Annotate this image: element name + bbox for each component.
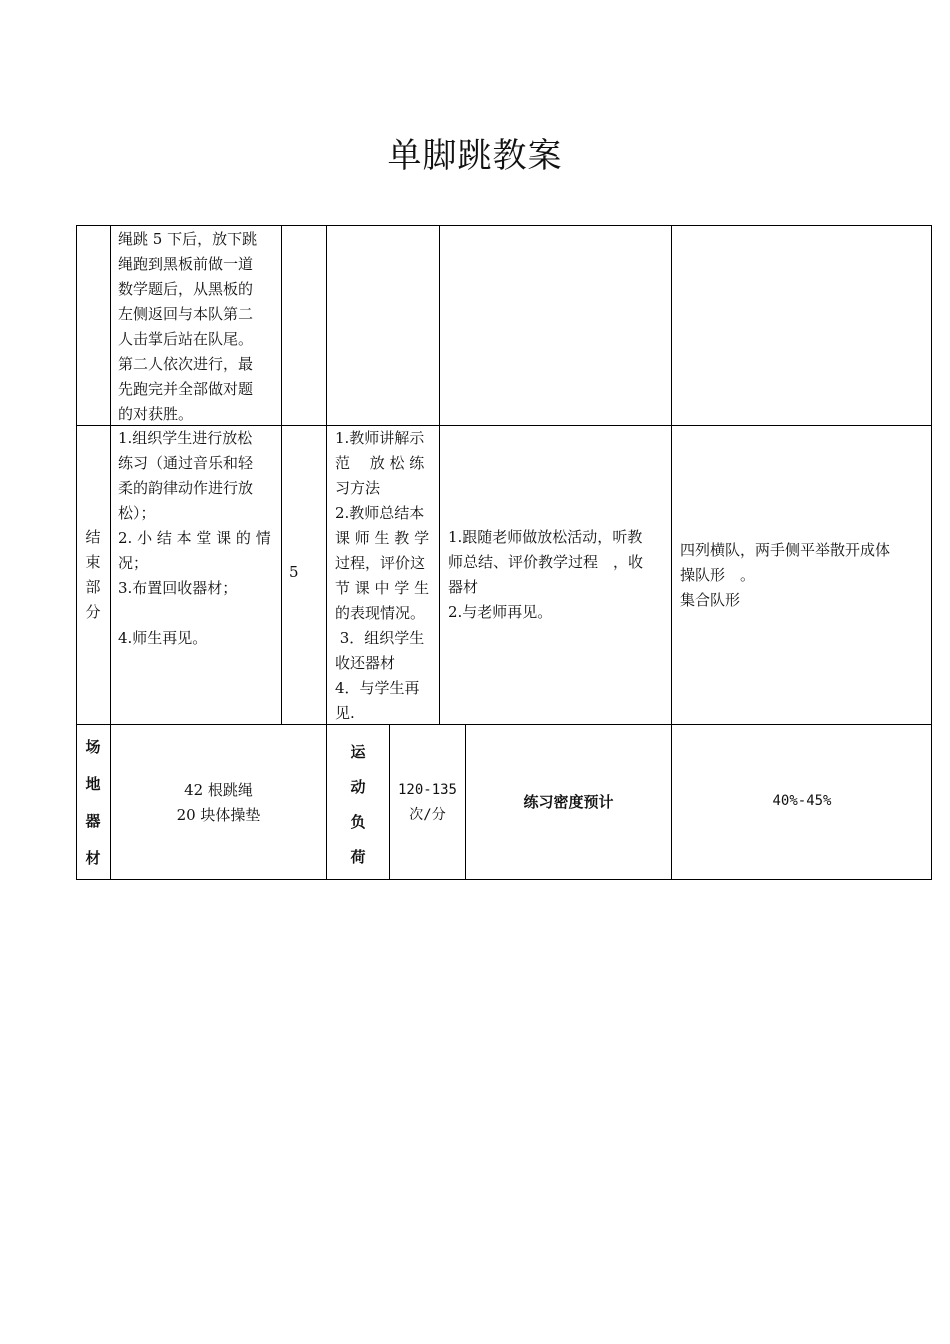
equipment-list: 42 根跳绳 20 块体操垫: [176, 781, 261, 824]
end-formation-cell: 四列横队，两手侧平举散开成体 操队形 。 集合队形: [680, 541, 891, 609]
continued-content-cell: 绳跳 5 下后，放下跳 绳跑到黑板前做一道 数学题后，从黑板的 左侧返回与本队第二 人击掌后站在队尾。 第二人依次进行，最 先跑完并全部做对题 的对获胜。: [118, 230, 258, 423]
page-title: 单脚跳教案: [387, 136, 563, 176]
density-value: 40%-45%: [772, 793, 832, 809]
end-content-cell: 1.组织学生进行放松 练习（通过音乐和轻 柔的韵律动作进行放 松）； 2. 小 结 本 堂 课 的 情 况； 3.布置回收器材； 4.师生再见。: [118, 429, 271, 647]
load-value: 120-135 次/分: [397, 782, 457, 823]
density-label: 练习密度预计: [523, 793, 614, 811]
lesson-table: [76, 225, 932, 880]
end-student-cell: 1.跟随老师做放松活动，听教 师总结、评价教学过程 ，收 器材 2.与老师再见。: [448, 528, 644, 621]
end-time-cell: 5: [289, 563, 299, 581]
equipment-label: 场 地 器 材: [85, 738, 101, 867]
load-label: 运 动 负 荷: [350, 743, 366, 866]
end-teacher-cell: 1.教师讲解示 范 放 松 练 习方法 2.教师总结本 课 师 生 教 学 过程，评价这 节 课 中 学 生 的表现情况。 3．组织学生 收还器材 4．与学生再 见.: [335, 429, 430, 722]
end-section-label: 结 束 部 分: [85, 528, 101, 621]
